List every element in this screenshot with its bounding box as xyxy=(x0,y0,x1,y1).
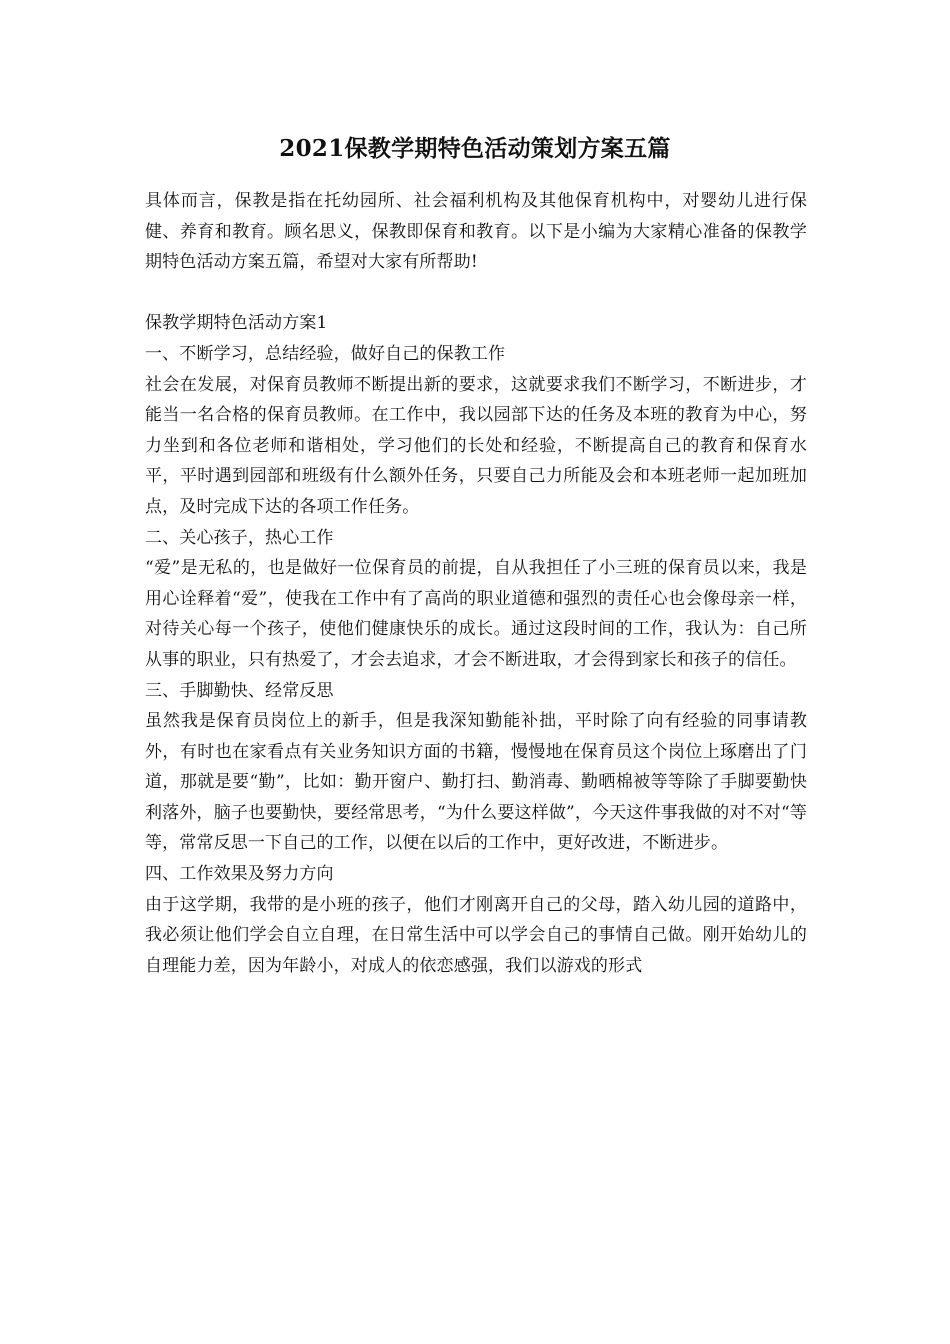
document-body xyxy=(145,186,807,981)
section-body-1: 社会在发展，对保育员教师不断提出新的要求，这就要求我们不断学习，不断进步，才能当一名合格的保育员教师。在工作中，我以园部下达的任务及本班的教育为中心，努力坐到和各位老师和谐相处，学习他们的长处和经验，不断提高自己的教育和保育水平，平时遇到园部和班级有什么额外任务，只要自己力所能及会和本班老师一起加班加点，及时完成下达的各项工作任务。 xyxy=(145,374,807,517)
section-body-2: “爱”是无私的，也是做好一位保育员的前提，自从我担任了小三班的保育员以来，我是用心诠释着“爱”，使我在工作中有了高尚的职业道德和强烈的责任心也会像母亲一样，对待关心每一个孩子，使他们健康快乐的成长。通过这段时间的工作，我认为：自己所从事的职业，只有热爱了，才会去追求，才会不断进取，才会得到家长和孩子的信任。 xyxy=(145,558,807,670)
section-title: 保教学期特色活动方案1 xyxy=(145,313,328,334)
intro-paragraph: 具体而言，保教是指在托幼园所、社会福利机构及其他保育机构中，对婴幼儿进行保健、养育和教育。顾名思义，保教即保育和教育。以下是小编为大家精心准备的保教学期特色活动方案五篇，希望对大家有所帮助! xyxy=(145,191,807,273)
blank-line xyxy=(145,278,807,309)
section-body-3: 虽然我是保育员岗位上的新手，但是我深知勤能补拙，平时除了向有经验的同事请教外，有时也在家看点有关业务知识方面的书籍，慢慢地在保育员这个岗位上琢磨出了门道，那就是要“勤”，比如：勤开窗户、勤打扫、勤消毒、勤晒棉被等等除了手脚要勤快利落外，脑子也要勤快，要经常思考，“为什么要这样做”，今天这件事我做的对不对“等等，常常反思一下自己的工作，以便在以后的工作中，更好改进，不断进步。 xyxy=(145,711,807,854)
document-title: 2021保教学期特色活动策划方案五篇 xyxy=(279,135,671,162)
section-heading-2: 二、关心孩子，热心工作 xyxy=(145,527,334,548)
section-heading-3: 三、手脚勤快、经常反思 xyxy=(145,680,334,701)
section-heading-1: 一、不断学习，总结经验，做好自己的保教工作 xyxy=(145,343,506,364)
section-body-4: 由于这学期，我带的是小班的孩子，他们才刚离开自己的父母，踏入幼儿园的道路中，我必须让他们学会自立自理，在日常生活中可以学会自己的事情自己做。刚开始幼儿的自理能力差，因为年龄小，对成人的依恋感强，我们以游戏的形式 xyxy=(145,894,807,976)
section-heading-4: 四、工作效果及努力方向 xyxy=(145,864,334,885)
